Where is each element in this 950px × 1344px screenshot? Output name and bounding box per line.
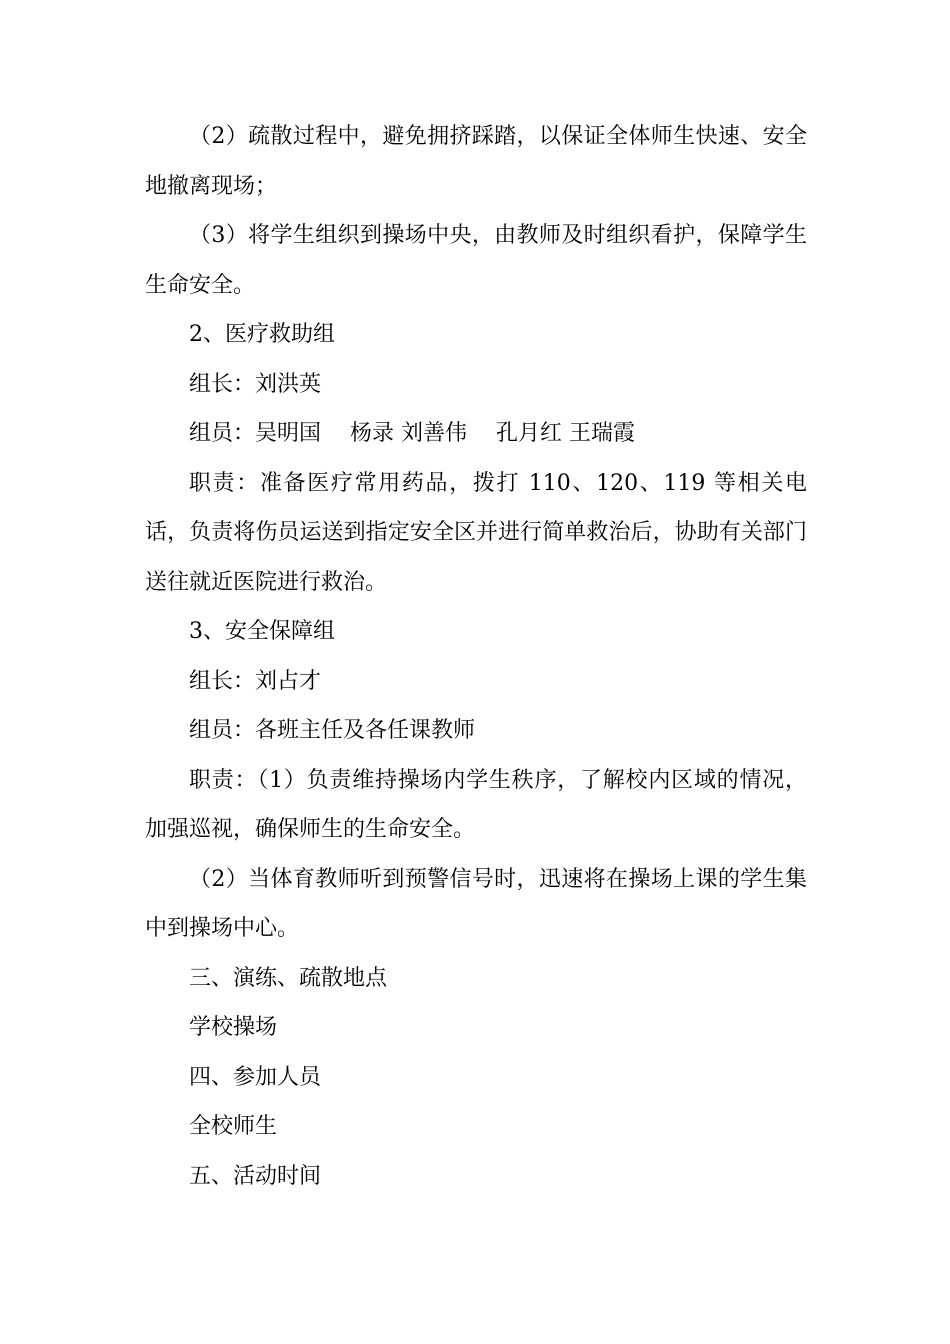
paragraph-safety-group-duty-1: 职责：（1）负责维持操场内学生秩序，了解校内区域的情况，加强巡视，确保师生的生命安全。 bbox=[145, 767, 807, 842]
heading-participants: 四、参加人员 bbox=[189, 1064, 322, 1090]
paragraph-medical-group-members: 组员：吴明国 杨录 刘善伟 孔月红 王瑞霞 bbox=[189, 421, 635, 446]
heading-drill-location: 三、演练、疏散地点 bbox=[189, 965, 388, 991]
paragraph-student-gathering: （3）将学生组织到操场中央，由教师及时组织看护，保障学生生命安全。 bbox=[145, 223, 807, 298]
paragraph-participants: 全校师生 bbox=[189, 1114, 278, 1139]
paragraph-safety-group-leader: 组长：刘占才 bbox=[189, 668, 322, 694]
paragraph-evacuation-process: （2）疏散过程中，避免拥挤踩踏，以保证全体师生快速、安全地撤离现场； bbox=[145, 124, 807, 199]
paragraph-safety-group-members: 组员：各班主任及各任课教师 bbox=[189, 718, 476, 743]
paragraph-drill-location: 学校操场 bbox=[189, 1015, 278, 1040]
paragraph-medical-group-duties: 职责：准备医疗常用药品，拨打 110、120、119 等相关电话，负责将伤员运送到指定安全区并进行简单救治后，协助有关部门送往就近医院进行救治。 bbox=[145, 470, 807, 595]
heading-activity-time: 五、活动时间 bbox=[189, 1163, 322, 1189]
document-body bbox=[145, 112, 807, 1201]
paragraph-medical-group-leader: 组长：刘洪英 bbox=[189, 371, 322, 397]
heading-medical-rescue-group: 2、医疗救助组 bbox=[189, 322, 335, 347]
heading-safety-group: 3、安全保障组 bbox=[189, 619, 335, 644]
paragraph-safety-group-duty-2: （2）当体育教师听到预警信号时，迅速将在操场上课的学生集中到操场中心。 bbox=[145, 866, 807, 941]
